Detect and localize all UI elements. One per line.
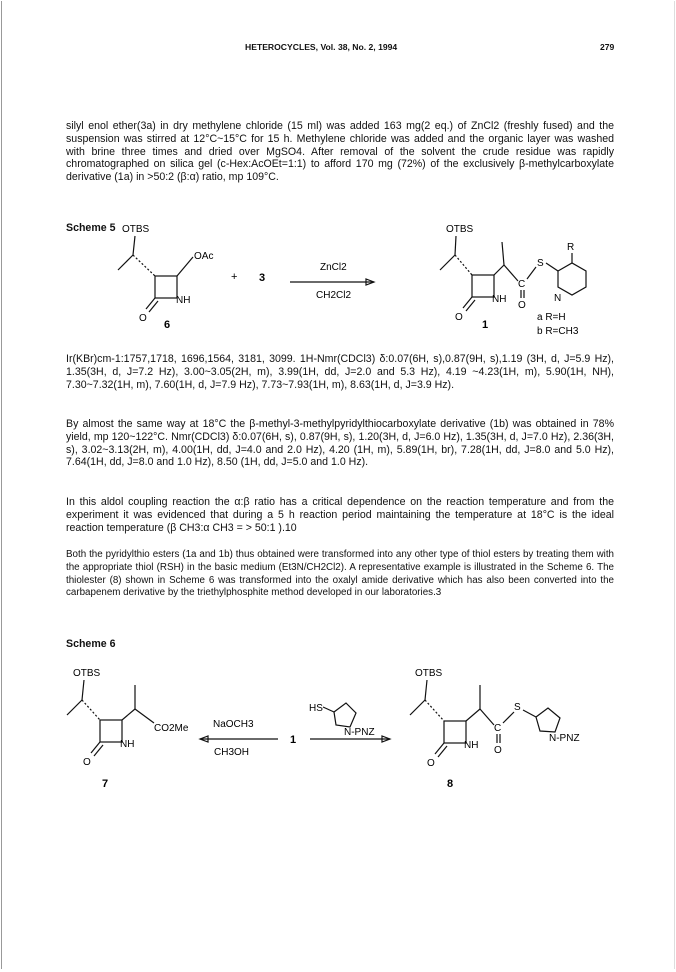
nh-label: NH	[176, 295, 191, 306]
solvent-ch2cl2: CH2Cl2	[316, 290, 352, 301]
reagent-zncl2: ZnCl2	[320, 262, 347, 273]
c-label: C	[494, 723, 502, 734]
solvent-ch3oh: CH3OH	[214, 747, 250, 758]
paragraph-2: Ir(KBr)cm-1:1757,1718, 1696,1564, 3181, 3099. 1H-Nmr(CDCl3) δ:0.07(6H, s),0.87(9H, s),1.19 (3H, d, J=5.9 Hz), 1.35(3H, d, J=7.2 Hz), 3.00~3.05(2H, m), 3.99(1H, dd, J=2.0 and 5.3 Hz), 4.19 ~4.23(1H, m), 5.90(1H, NH), 7.30~7.32(1H, m), 7.60(1H, d, J=7.9 Hz), 7.73~7.93(1H, m), 8.63(1H, d, J=3.9 Hz).	[66, 353, 614, 391]
paragraph-4: In this aldol coupling reaction the α:β ratio has a critical dependence on the reaction temperature and from the experiment it was evidenced that during a 5 h reaction period maintaining the temperature at 18°C is the ideal reaction temperature (β CH3:α CH3 = > 50:1 ).10	[66, 496, 615, 534]
compound-8-number: 8	[447, 778, 454, 790]
n-pnz-label: N-PNZ	[344, 727, 375, 738]
scheme-6-label: Scheme 6	[66, 638, 116, 650]
o-label: O	[427, 758, 435, 769]
plus-sign: +	[231, 271, 238, 283]
co2me-label: CO2Me	[154, 723, 189, 734]
o-label: O	[494, 745, 502, 756]
scheme-5-diagram	[0, 215, 676, 345]
compound-6-structure	[118, 224, 213, 331]
otbs-label: OTBS	[415, 668, 443, 679]
page-number: 279	[600, 42, 615, 52]
n-pnz-label: N-PNZ	[549, 733, 580, 744]
s-label: S	[537, 258, 544, 269]
thiol-reagent-structure	[309, 703, 375, 738]
running-header	[0, 42, 676, 56]
o-label: O	[518, 300, 526, 311]
compound-6-number: 6	[164, 319, 171, 331]
reagent-naoch3: NaOCH3	[213, 719, 254, 730]
nh-label: NH	[464, 740, 479, 751]
otbs-label: OTBS	[446, 224, 474, 235]
compound-7-structure	[67, 668, 189, 790]
c-label: C	[518, 279, 526, 290]
r-substituent-a: a R=H	[537, 312, 566, 323]
s-label: S	[514, 702, 521, 713]
hs-label: HS	[309, 703, 323, 714]
nh-label: NH	[492, 294, 507, 305]
nh-label: NH	[120, 739, 135, 750]
o-label: O	[455, 312, 463, 323]
scheme-6-diagram	[0, 665, 676, 800]
reagent-3-number: 3	[259, 272, 266, 284]
n-label: N	[554, 293, 562, 304]
o-label: O	[139, 313, 147, 324]
oac-label: OAc	[194, 251, 214, 262]
compound-7-number: 7	[102, 778, 109, 790]
otbs-label: OTBS	[122, 224, 150, 235]
compound-8-structure	[410, 668, 580, 790]
journal-citation: HETEROCYCLES, Vol. 38, No. 2, 1994	[245, 42, 398, 52]
paragraph-5: Both the pyridylthio esters (1a and 1b) thus obtained were transformed into any other type of thiol esters by treating them with the appropriate thiol (RSH) in the basic medium (Et3N/CH2Cl2). A representative example is illustrated in the Scheme 6. The thiolester (8) shown in Scheme 6 was transformed into the oxalyl amide derivative which has also been converted into the carbapenem derivative by the triethylphosphite method developed in our laboratories.3	[66, 549, 614, 599]
r-label: R	[567, 242, 575, 253]
compound-1-number: 1	[290, 734, 297, 746]
r-substituent-b: b R=CH3	[537, 326, 579, 337]
otbs-label: OTBS	[73, 668, 101, 679]
scheme-5-label: Scheme 5	[66, 222, 116, 234]
compound-1-number: 1	[482, 319, 489, 331]
paragraph-3: By almost the same way at 18°C the β-methyl-3-methylpyridylthiocarboxylate derivative (1b) was obtained in 78% yield, mp 120~122°C. Nmr(CDCl3) δ:0.07(6H, s), 0.87(9H, s), 1.20(3H, d, J=6.0 Hz), 1.35(3H, d, J=7.0 Hz), 2.36(3H, s), 3.02~3.13(2H, m), 4.00(1H, dd, J=4.0 and 2.0 Hz), 4.20 (1H, m), 5.89(1H, br), 7.28(1H, dd, J=8.0 and 5.0 Hz), 7.64(1H, dd, J=8.0 and 1.0 Hz), 8.50 (1H, dd, J=5.0 and 1.0 Hz).	[66, 418, 614, 469]
o-label: O	[83, 757, 91, 768]
paragraph-1: silyl enol ether(3a) in dry methylene chloride (15 ml) was added 163 mg(2 eq.) of ZnCl2 (freshly fused) and the suspension was stirred at 12°C~15°C for 15 h. Methylene chloride was added and the organic layer was washed with brine three times and dried over MgSO4. After removal of the solvent the crude residue was rapidly chromatographed on silica gel (c-Hex:AcOEt=1:1) to afford 170 mg (72%) of the exclusively β-methylcarboxylate derivative (1a) in >50:2 (β:α) ratio, mp 109°C.	[66, 120, 614, 184]
